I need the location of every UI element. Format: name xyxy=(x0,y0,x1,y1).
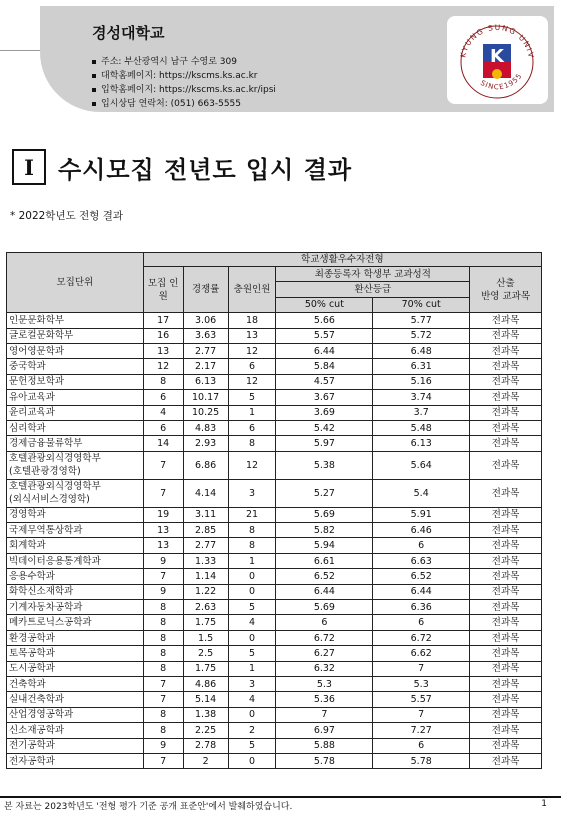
cut70-cell: 5.64 xyxy=(373,451,470,479)
extra-cell: 8 xyxy=(228,436,276,451)
unit-cell: 전자공학과 xyxy=(7,753,144,768)
info-phone: 입시상담 연락처: (051) 663-5555 xyxy=(92,97,276,111)
cut50-cell: 5.97 xyxy=(276,436,373,451)
cut50-cell: 6.72 xyxy=(276,630,373,645)
extra-cell: 5 xyxy=(228,390,276,405)
unit-cell: 환경공학과 xyxy=(7,630,144,645)
cut70-cell: 6.72 xyxy=(373,630,470,645)
col-group-title: 학교생활우수자전형 xyxy=(143,253,541,267)
table-row xyxy=(7,600,542,615)
ratio-cell: 4.83 xyxy=(183,420,228,435)
cut50-cell: 3.67 xyxy=(276,390,373,405)
cut50-cell: 5.27 xyxy=(276,479,373,507)
unit-cell: 도시공학과 xyxy=(7,661,144,676)
extra-cell: 18 xyxy=(228,313,276,328)
ratio-cell: 10.17 xyxy=(183,390,228,405)
extra-cell: 0 xyxy=(228,584,276,599)
table-row xyxy=(7,507,542,522)
subject-cell: 전과목 xyxy=(470,692,542,707)
quota-cell: 7 xyxy=(143,676,183,691)
subject-cell: 전과목 xyxy=(470,569,542,584)
table-row xyxy=(7,646,542,661)
ratio-cell: 1.14 xyxy=(183,569,228,584)
table-row xyxy=(7,359,542,374)
subject-cell: 전과목 xyxy=(470,479,542,507)
quota-cell: 7 xyxy=(143,569,183,584)
unit-cell: 화학신소재학과 xyxy=(7,584,144,599)
extra-cell: 0 xyxy=(228,569,276,584)
cut50-cell: 5.82 xyxy=(276,523,373,538)
quota-cell: 13 xyxy=(143,523,183,538)
col-quota: 모집 인원 xyxy=(143,267,183,313)
subject-cell: 전과목 xyxy=(470,523,542,538)
cut50-cell: 6.44 xyxy=(276,584,373,599)
ratio-cell: 1.75 xyxy=(183,661,228,676)
unit-cell: 인문문화학부 xyxy=(7,313,144,328)
quota-cell: 19 xyxy=(143,507,183,522)
unit-cell: 신소재공학과 xyxy=(7,723,144,738)
cut70-cell: 5.4 xyxy=(373,479,470,507)
subject-cell: 전과목 xyxy=(470,405,542,420)
ratio-cell: 4.86 xyxy=(183,676,228,691)
table-body xyxy=(7,313,542,769)
cut70-cell: 5.3 xyxy=(373,676,470,691)
subject-cell: 전과목 xyxy=(470,538,542,553)
table-row xyxy=(7,753,542,768)
unit-cell: 메카트로닉스공학과 xyxy=(7,615,144,630)
extra-cell: 2 xyxy=(228,723,276,738)
cut70-cell: 6.46 xyxy=(373,523,470,538)
cut50-cell: 5.88 xyxy=(276,738,373,753)
extra-cell: 3 xyxy=(228,676,276,691)
university-seal-icon xyxy=(447,16,548,104)
bullet-icon xyxy=(92,60,96,64)
year-note: * 2022학년도 전형 결과 xyxy=(10,210,123,222)
extra-cell: 12 xyxy=(228,343,276,358)
table-row xyxy=(7,479,542,507)
extra-cell: 12 xyxy=(228,451,276,479)
cut70-cell: 6 xyxy=(373,738,470,753)
admission-results-table xyxy=(6,252,542,769)
cut70-cell: 7 xyxy=(373,661,470,676)
cut50-cell: 6.97 xyxy=(276,723,373,738)
logo-since-text: SINCE1955 xyxy=(479,71,524,92)
table-row xyxy=(7,584,542,599)
ratio-cell: 5.14 xyxy=(183,692,228,707)
extra-cell: 0 xyxy=(228,753,276,768)
subject-cell: 전과목 xyxy=(470,707,542,722)
cut70-cell: 5.78 xyxy=(373,753,470,768)
table-row xyxy=(7,738,542,753)
table-row xyxy=(7,569,542,584)
cut50-cell: 5.78 xyxy=(276,753,373,768)
unit-cell: 호텔관광외식경영학부 (호텔관광경영학) xyxy=(7,451,144,479)
cut50-cell: 6.61 xyxy=(276,553,373,568)
cut70-cell: 6.13 xyxy=(373,436,470,451)
section-heading xyxy=(12,149,352,185)
quota-cell: 9 xyxy=(143,738,183,753)
extra-cell: 8 xyxy=(228,538,276,553)
ratio-cell: 3.11 xyxy=(183,507,228,522)
subject-cell: 전과목 xyxy=(470,738,542,753)
quota-cell: 8 xyxy=(143,723,183,738)
table-row xyxy=(7,343,542,358)
ratio-cell: 1.33 xyxy=(183,553,228,568)
unit-cell: 윤리교육과 xyxy=(7,405,144,420)
cut50-cell: 5.84 xyxy=(276,359,373,374)
extra-cell: 1 xyxy=(228,405,276,420)
extra-cell: 3 xyxy=(228,479,276,507)
logo-letter: K xyxy=(490,46,504,67)
ratio-cell: 2.25 xyxy=(183,723,228,738)
table-row xyxy=(7,676,542,691)
quota-cell: 8 xyxy=(143,661,183,676)
unit-cell: 유아교육과 xyxy=(7,390,144,405)
ratio-cell: 10.25 xyxy=(183,405,228,420)
quota-cell: 6 xyxy=(143,390,183,405)
extra-cell: 6 xyxy=(228,420,276,435)
subject-cell: 전과목 xyxy=(470,313,542,328)
ratio-cell: 6.13 xyxy=(183,374,228,389)
table-row xyxy=(7,630,542,645)
extra-cell: 6 xyxy=(228,359,276,374)
ratio-cell: 2.93 xyxy=(183,436,228,451)
extra-cell: 12 xyxy=(228,374,276,389)
subject-cell: 전과목 xyxy=(470,753,542,768)
cut70-cell: 6.36 xyxy=(373,600,470,615)
quota-cell: 16 xyxy=(143,328,183,343)
table-row xyxy=(7,707,542,722)
cut70-cell: 6 xyxy=(373,615,470,630)
subject-cell: 전과목 xyxy=(470,676,542,691)
quota-cell: 9 xyxy=(143,553,183,568)
table-row xyxy=(7,405,542,420)
unit-cell: 문헌정보학과 xyxy=(7,374,144,389)
cut70-cell: 6.31 xyxy=(373,359,470,374)
ratio-cell: 1.5 xyxy=(183,630,228,645)
ratio-cell: 2.78 xyxy=(183,738,228,753)
quota-cell: 8 xyxy=(143,630,183,645)
unit-cell: 토목공학과 xyxy=(7,646,144,661)
subject-cell: 전과목 xyxy=(470,390,542,405)
quota-cell: 8 xyxy=(143,600,183,615)
cut50-cell: 4.57 xyxy=(276,374,373,389)
cut50-cell: 5.38 xyxy=(276,451,373,479)
cut50-cell: 5.66 xyxy=(276,313,373,328)
col-calc: 산출 반영 교과목 xyxy=(470,267,542,313)
unit-cell: 응용수학과 xyxy=(7,569,144,584)
quota-cell: 13 xyxy=(143,343,183,358)
cut70-cell: 5.91 xyxy=(373,507,470,522)
extra-cell: 1 xyxy=(228,661,276,676)
info-admission-page: 입학홈페이지: https://kscms.ks.ac.kr/ipsi xyxy=(92,83,276,97)
col-extra: 충원인원 xyxy=(228,267,276,313)
info-homepage: 대학홈페이지: https://kscms.ks.ac.kr xyxy=(92,69,276,83)
extra-cell: 4 xyxy=(228,692,276,707)
subject-cell: 전과목 xyxy=(470,451,542,479)
cut70-cell: 5.57 xyxy=(373,692,470,707)
table-row xyxy=(7,436,542,451)
quota-cell: 9 xyxy=(143,584,183,599)
university-name: 경성대학교 xyxy=(92,24,165,42)
table-row xyxy=(7,451,542,479)
table-row xyxy=(7,615,542,630)
table-row xyxy=(7,420,542,435)
ratio-cell: 2.77 xyxy=(183,538,228,553)
unit-cell: 회계학과 xyxy=(7,538,144,553)
extra-cell: 5 xyxy=(228,600,276,615)
cut50-cell: 6.32 xyxy=(276,661,373,676)
subject-cell: 전과목 xyxy=(470,661,542,676)
ratio-cell: 4.14 xyxy=(183,479,228,507)
cut70-cell: 6.48 xyxy=(373,343,470,358)
cut50-cell: 6.44 xyxy=(276,343,373,358)
ratio-cell: 2.63 xyxy=(183,600,228,615)
section-title: 수시모집 전년도 입시 결과 xyxy=(58,155,353,184)
ratio-cell: 3.63 xyxy=(183,328,228,343)
cut50-cell: 5.69 xyxy=(276,507,373,522)
table-row xyxy=(7,523,542,538)
unit-cell: 호텔관광외식경영학부 (외식서비스경영학) xyxy=(7,479,144,507)
unit-cell: 산업경영공학과 xyxy=(7,707,144,722)
unit-cell: 국제무역통상학과 xyxy=(7,523,144,538)
quota-cell: 7 xyxy=(143,479,183,507)
subject-cell: 전과목 xyxy=(470,328,542,343)
unit-cell: 건축학과 xyxy=(7,676,144,691)
cut50-cell: 5.69 xyxy=(276,600,373,615)
subject-cell: 전과목 xyxy=(470,630,542,645)
unit-cell: 경영학과 xyxy=(7,507,144,522)
cut50-cell: 6 xyxy=(276,615,373,630)
cut50-cell: 6.27 xyxy=(276,646,373,661)
cut70-cell: 5.72 xyxy=(373,328,470,343)
cut70-cell: 6.63 xyxy=(373,553,470,568)
quota-cell: 17 xyxy=(143,313,183,328)
footer-note: 본 자료는 2023학년도 '전형 평가 기준 공개 표준안'에서 발췌하였습니다. xyxy=(4,802,293,812)
quota-cell: 7 xyxy=(143,692,183,707)
col-ratio: 경쟁률 xyxy=(183,267,228,313)
extra-cell: 5 xyxy=(228,738,276,753)
quota-cell: 7 xyxy=(143,753,183,768)
unit-cell: 실내건축학과 xyxy=(7,692,144,707)
cut70-cell: 5.16 xyxy=(373,374,470,389)
ratio-cell: 2 xyxy=(183,753,228,768)
cut50-cell: 7 xyxy=(276,707,373,722)
table-row xyxy=(7,390,542,405)
cut50-cell: 6.52 xyxy=(276,569,373,584)
ratio-cell: 2.85 xyxy=(183,523,228,538)
cut70-cell: 3.7 xyxy=(373,405,470,420)
table-row xyxy=(7,538,542,553)
col-grade-title: 최종등록자 학생부 교과성적 xyxy=(276,267,470,282)
quota-cell: 4 xyxy=(143,405,183,420)
table-row xyxy=(7,374,542,389)
university-logo xyxy=(447,16,548,104)
extra-cell: 8 xyxy=(228,523,276,538)
subject-cell: 전과목 xyxy=(470,374,542,389)
quota-cell: 6 xyxy=(143,420,183,435)
cut50-cell: 5.94 xyxy=(276,538,373,553)
quota-cell: 13 xyxy=(143,538,183,553)
subject-cell: 전과목 xyxy=(470,646,542,661)
cut50-cell: 3.69 xyxy=(276,405,373,420)
quota-cell: 8 xyxy=(143,707,183,722)
table-row xyxy=(7,661,542,676)
subject-cell: 전과목 xyxy=(470,600,542,615)
unit-cell: 심리학과 xyxy=(7,420,144,435)
cut70-cell: 7.27 xyxy=(373,723,470,738)
subject-cell: 전과목 xyxy=(470,584,542,599)
unit-cell: 빅데이터응용통계학과 xyxy=(7,553,144,568)
quota-cell: 8 xyxy=(143,374,183,389)
cut70-cell: 6.62 xyxy=(373,646,470,661)
subject-cell: 전과목 xyxy=(470,507,542,522)
col-grade-subtitle: 환산등급 xyxy=(276,282,470,297)
ratio-cell: 2.17 xyxy=(183,359,228,374)
cut70-cell: 5.77 xyxy=(373,313,470,328)
bullet-icon xyxy=(92,88,96,92)
unit-cell: 글로컬문화학부 xyxy=(7,328,144,343)
cut50-cell: 5.36 xyxy=(276,692,373,707)
cut70-cell: 5.48 xyxy=(373,420,470,435)
unit-cell: 경제금융물류학부 xyxy=(7,436,144,451)
subject-cell: 전과목 xyxy=(470,343,542,358)
logo-ring-text: KYUNG SUNG UNIV xyxy=(458,22,536,60)
cut70-cell: 6.44 xyxy=(373,584,470,599)
unit-cell: 전기공학과 xyxy=(7,738,144,753)
table-row xyxy=(7,553,542,568)
subject-cell: 전과목 xyxy=(470,723,542,738)
ratio-cell: 6.86 xyxy=(183,451,228,479)
subject-cell: 전과목 xyxy=(470,359,542,374)
cut70-cell: 3.74 xyxy=(373,390,470,405)
bullet-icon xyxy=(92,74,96,78)
quota-cell: 8 xyxy=(143,646,183,661)
extra-cell: 1 xyxy=(228,553,276,568)
ratio-cell: 2.5 xyxy=(183,646,228,661)
extra-cell: 4 xyxy=(228,615,276,630)
quota-cell: 7 xyxy=(143,451,183,479)
table-header xyxy=(7,253,542,313)
bullet-icon xyxy=(92,102,96,106)
cut50-cell: 5.57 xyxy=(276,328,373,343)
ratio-cell: 2.77 xyxy=(183,343,228,358)
cut50-cell: 5.42 xyxy=(276,420,373,435)
extra-cell: 0 xyxy=(228,707,276,722)
info-address: 주소: 부산광역시 남구 수영로 309 xyxy=(92,55,276,69)
subject-cell: 전과목 xyxy=(470,553,542,568)
col-70-cut: 70% cut xyxy=(373,297,470,312)
subject-cell: 전과목 xyxy=(470,420,542,435)
extra-cell: 5 xyxy=(228,646,276,661)
extra-cell: 0 xyxy=(228,630,276,645)
table-row xyxy=(7,692,542,707)
unit-cell: 영어영문학과 xyxy=(7,343,144,358)
table-row xyxy=(7,313,542,328)
cut70-cell: 7 xyxy=(373,707,470,722)
quota-cell: 14 xyxy=(143,436,183,451)
ratio-cell: 1.75 xyxy=(183,615,228,630)
ratio-cell: 1.22 xyxy=(183,584,228,599)
quota-cell: 12 xyxy=(143,359,183,374)
contact-info xyxy=(92,55,276,111)
table-row xyxy=(7,723,542,738)
cut70-cell: 6 xyxy=(373,538,470,553)
ratio-cell: 1.38 xyxy=(183,707,228,722)
col-50-cut: 50% cut xyxy=(276,297,373,312)
col-unit: 모집단위 xyxy=(7,253,144,313)
unit-cell: 중국학과 xyxy=(7,359,144,374)
extra-cell: 13 xyxy=(228,328,276,343)
footer-divider xyxy=(0,796,561,798)
unit-cell: 기계자동차공학과 xyxy=(7,600,144,615)
subject-cell: 전과목 xyxy=(470,436,542,451)
ratio-cell: 3.06 xyxy=(183,313,228,328)
table-row xyxy=(7,328,542,343)
cut70-cell: 6.52 xyxy=(373,569,470,584)
section-number: I xyxy=(12,149,46,185)
extra-cell: 21 xyxy=(228,507,276,522)
quota-cell: 8 xyxy=(143,615,183,630)
subject-cell: 전과목 xyxy=(470,615,542,630)
page-number: 1 xyxy=(541,799,547,809)
cut50-cell: 5.3 xyxy=(276,676,373,691)
